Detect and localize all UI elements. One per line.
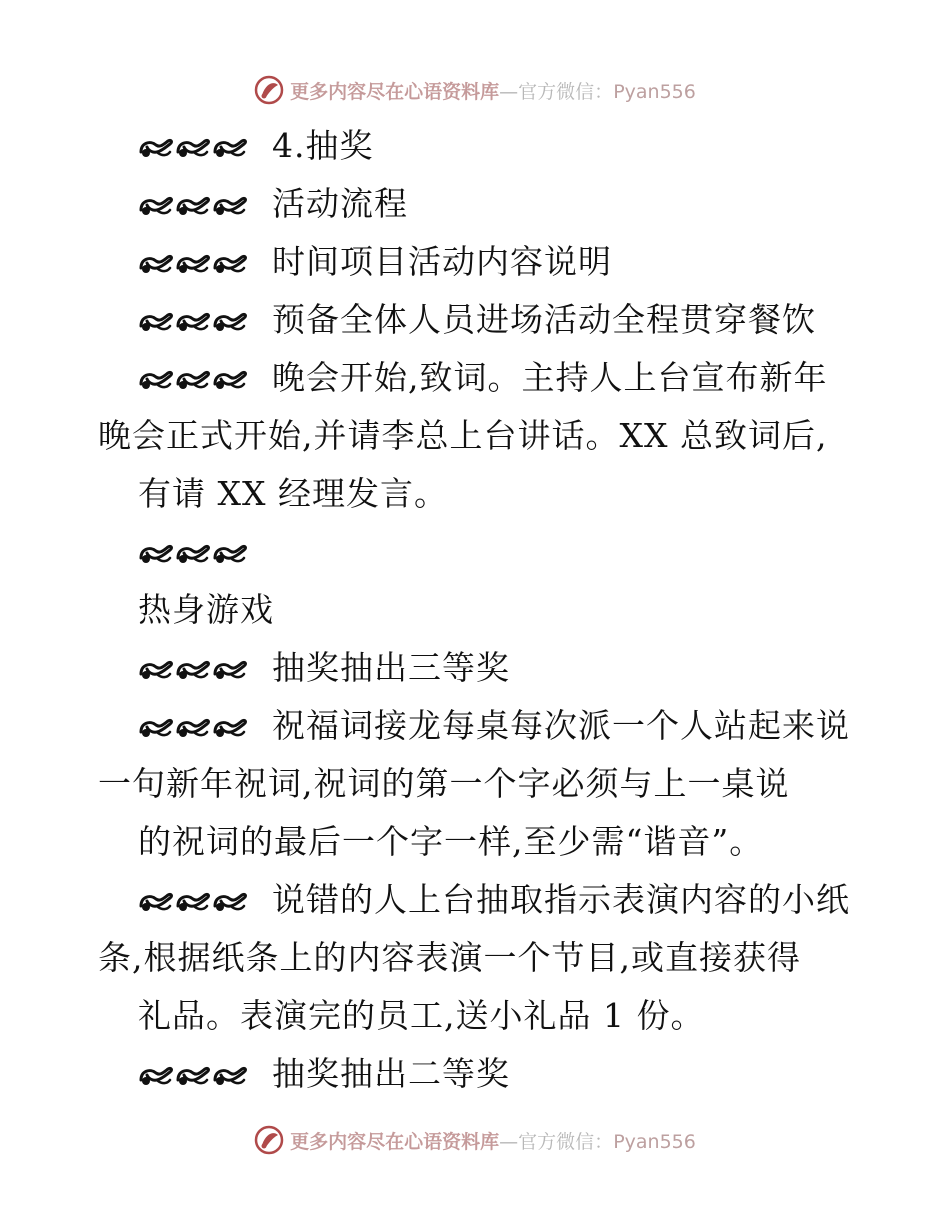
watermark-wechat-label: 官方微信： [518,1130,614,1153]
ornament-bullet-icon [138,1063,250,1089]
line-text: 的祝词的最后一个字一样,至少需“谐音”。 [138,822,764,861]
paragraph-4 [138,300,816,340]
line-text: 礼品。表演完的员工,送小礼品 1 份。 [138,996,705,1035]
line-text: 抽奖抽出三等奖 [272,648,510,687]
line-text: 热身游戏 [138,590,274,629]
ornament-bullet-icon [138,135,250,161]
paragraph-5-cont [98,416,827,456]
line-text: 晚会开始,致词。主持人上台宣布新年 [272,358,828,397]
ornament-bullet-icon [138,367,250,393]
ornament-bullet-icon [138,309,250,335]
watermark-separator: — [499,1130,519,1153]
line-text: 4.抽奖 [272,126,374,165]
paragraph-9 [138,880,850,920]
footer-watermark [0,1120,950,1160]
line-text: 祝福词接龙每桌每次派一个人站起来说 [272,706,850,745]
ornament-bullet-icon [138,889,250,915]
paragraph-3 [138,242,612,282]
watermark-handle: Pyan556 [613,80,696,103]
line-text: 一句新年祝词,祝词的第一个字必须与上一桌说 [98,764,790,803]
line-text: 抽奖抽出二等奖 [272,1054,510,1093]
line-text: 说错的人上台抽取指示表演内容的小纸 [272,880,850,919]
paragraph-6-text [138,590,274,630]
header-watermark [0,70,950,110]
paragraph-8-cont2 [138,822,763,862]
line-text: 晚会正式开始,并请李总上台讲话。XX 总致词后, [98,416,828,455]
line-text: 时间项目活动内容说明 [272,242,612,281]
paragraph-2 [138,184,408,224]
watermark-brand: 更多内容尽在心语资料库 [290,80,500,103]
watermark-separator: — [499,80,519,103]
watermark-handle: Pyan556 [613,1130,696,1153]
watermark-brand: 更多内容尽在心语资料库 [290,1130,500,1153]
line-text: 有请 XX 经理发言。 [138,474,448,513]
paragraph-5-cont2 [138,474,448,514]
paragraph-9-cont2 [138,996,704,1036]
paragraph-8-cont [98,764,790,804]
watermark-text [290,1127,696,1154]
paragraph-10 [138,1054,510,1094]
brand-logo-icon [254,1125,284,1155]
ornament-bullet-icon [138,657,250,683]
paragraph-7 [138,648,510,688]
paragraph-1 [138,126,374,166]
ornament-bullet-icon [138,251,250,277]
watermark-text [290,77,696,104]
paragraph-5 [138,358,828,398]
ornament-bullet-icon [138,715,250,741]
line-text: 条,根据纸条上的内容表演一个节目,或直接获得 [98,938,801,977]
watermark-wechat-label: 官方微信： [518,80,614,103]
paragraph-9-cont [98,938,801,978]
paragraph-8 [138,706,850,746]
line-text: 预备全体人员进场活动全程贯穿餐饮 [272,300,816,339]
brand-logo-icon [254,75,284,105]
paragraph-6 [138,532,272,572]
ornament-bullet-icon [138,193,250,219]
ornament-bullet-icon [138,541,250,567]
line-text: 活动流程 [272,184,408,223]
